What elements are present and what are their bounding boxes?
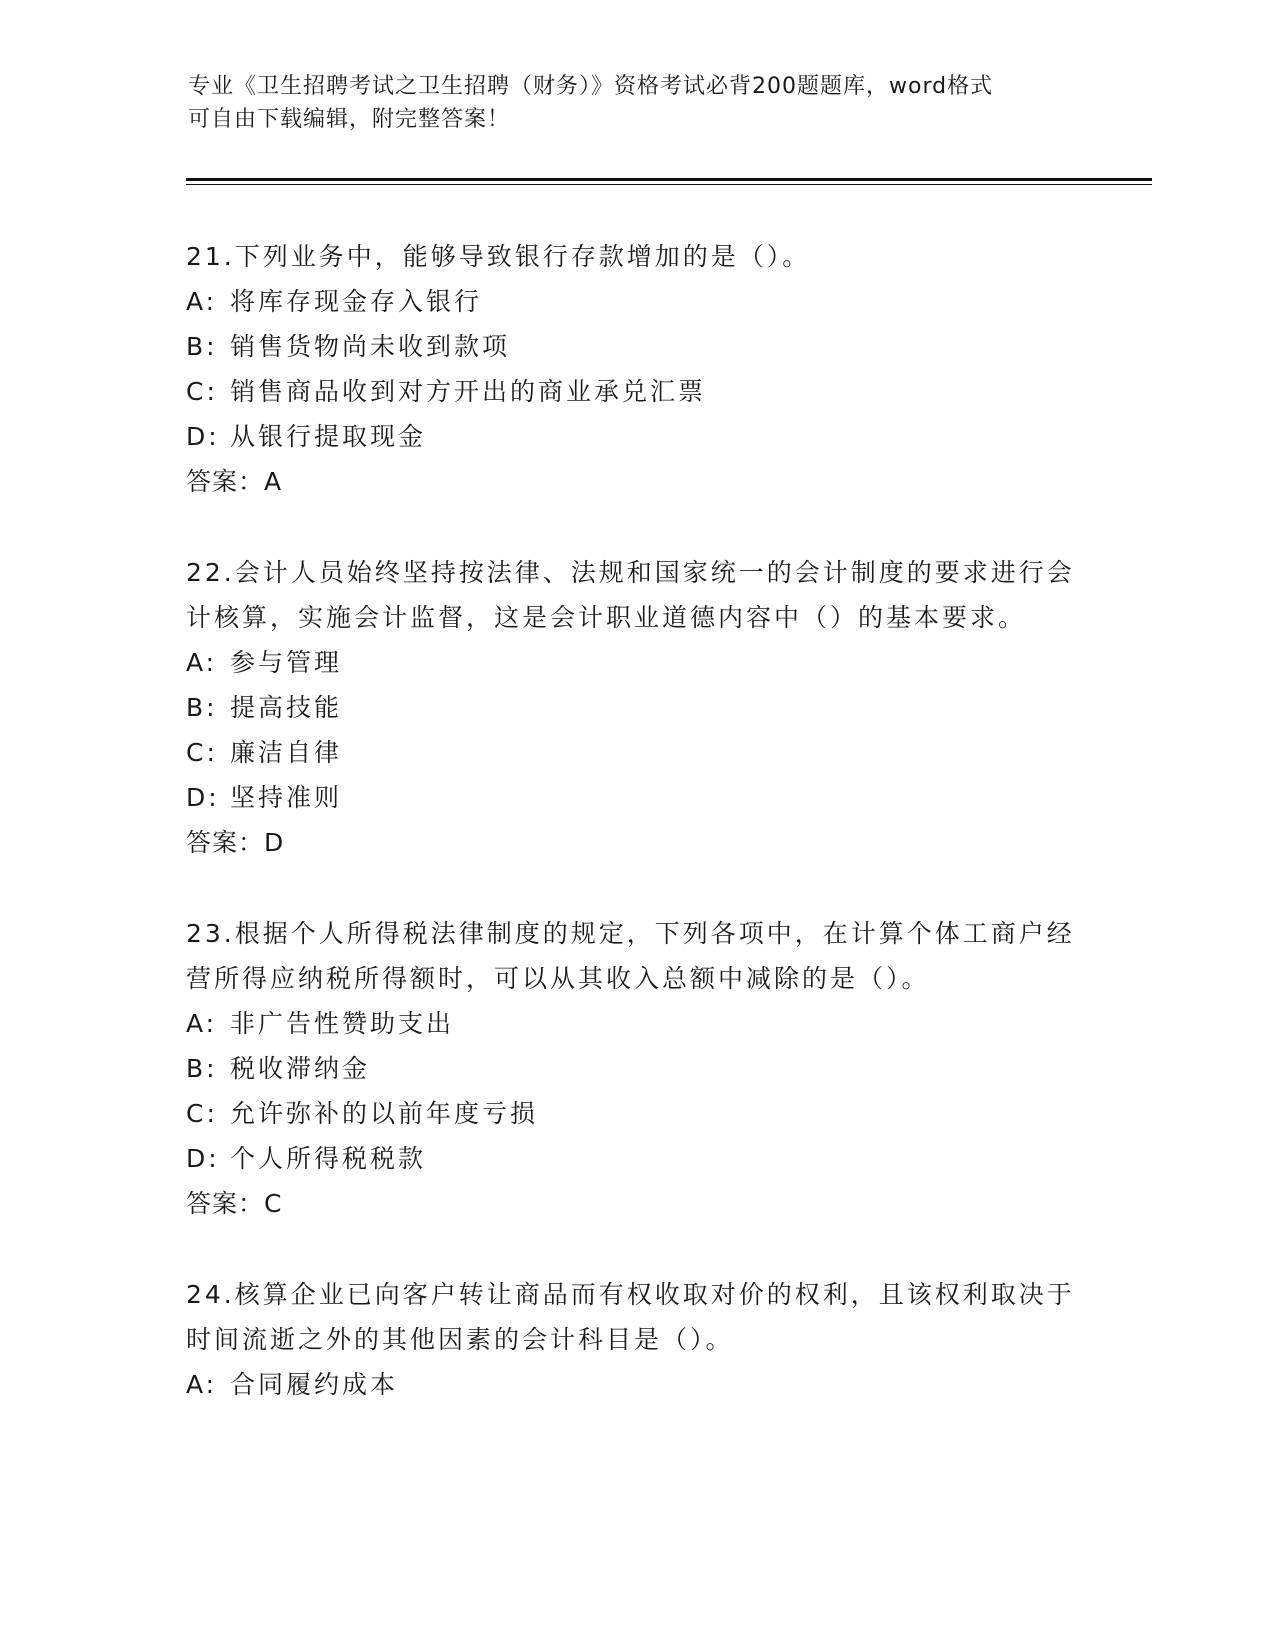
document-header <box>188 70 1068 136</box>
question-22 <box>186 550 1086 865</box>
option-b <box>186 324 1086 369</box>
header-line-2: 可自由下载编辑，附完整答案！ <box>188 107 511 132</box>
option-text: 非广告性赞助支出 <box>230 1009 455 1038</box>
answer-line: 答案：A <box>186 467 283 496</box>
question-stem: 22.会计人员始终坚持按法律、法规和国家统一的会计制度的要求进行会计核算，实施会计监督，这是会计职业道德内容中（）的基本要求。 <box>186 558 1075 632</box>
option-text: 参与管理 <box>230 648 343 677</box>
option-letter: C: <box>186 738 218 767</box>
option-c <box>186 730 1086 775</box>
option-text: 坚持准则 <box>230 783 343 812</box>
option-letter: D: <box>186 783 220 812</box>
option-text: 从银行提取现金 <box>230 422 427 451</box>
question-21 <box>186 234 1086 504</box>
option-text: 销售货物尚未收到款项 <box>230 332 511 361</box>
option-c <box>186 369 1086 414</box>
option-letter: A: <box>186 1370 218 1399</box>
option-letter: B: <box>186 1054 218 1083</box>
option-d <box>186 1136 1086 1181</box>
option-a <box>186 640 1086 685</box>
option-text: 允许弥补的以前年度亏损 <box>230 1099 539 1128</box>
option-letter: D: <box>186 422 220 451</box>
option-letter: C: <box>186 377 218 406</box>
option-text: 税收滞纳金 <box>230 1054 371 1083</box>
option-text: 廉洁自律 <box>230 738 343 767</box>
option-text: 将库存现金存入银行 <box>230 287 483 316</box>
header-divider-thick <box>186 178 1152 181</box>
option-a <box>186 1362 1086 1407</box>
option-text: 销售商品收到对方开出的商业承兑汇票 <box>230 377 707 406</box>
answer-line: 答案：D <box>186 828 285 857</box>
question-list <box>186 234 1086 1453</box>
header-line-1: 专业《卫生招聘考试之卫生招聘（财务）》资格考试必背200题题库，word格式 <box>188 74 994 99</box>
option-letter: C: <box>186 1099 218 1128</box>
question-stem: 24.核算企业已向客户转让商品而有权收取对价的权利，且该权利取决于时间流逝之外的其他因素的会计科目是（）。 <box>186 1280 1075 1354</box>
option-c <box>186 1091 1086 1136</box>
header-divider-thin <box>186 184 1152 185</box>
option-text: 提高技能 <box>230 693 343 722</box>
option-b <box>186 685 1086 730</box>
option-letter: A: <box>186 287 218 316</box>
option-letter: B: <box>186 693 218 722</box>
option-d <box>186 775 1086 820</box>
question-23 <box>186 911 1086 1226</box>
question-stem: 21.下列业务中，能够导致银行存款增加的是（）。 <box>186 242 811 271</box>
option-letter: B: <box>186 332 218 361</box>
option-letter: D: <box>186 1144 220 1173</box>
option-a <box>186 279 1086 324</box>
option-b <box>186 1046 1086 1091</box>
answer-line: 答案：C <box>186 1189 283 1218</box>
option-d <box>186 414 1086 459</box>
question-stem: 23.根据个人所得税法律制度的规定，下列各项中，在计算个体工商户经营所得应纳税所得额时，可以从其收入总额中减除的是（）。 <box>186 919 1075 993</box>
question-24 <box>186 1272 1086 1407</box>
option-text: 合同履约成本 <box>230 1370 399 1399</box>
option-a <box>186 1001 1086 1046</box>
option-letter: A: <box>186 1009 218 1038</box>
option-letter: A: <box>186 648 218 677</box>
option-text: 个人所得税税款 <box>230 1144 427 1173</box>
